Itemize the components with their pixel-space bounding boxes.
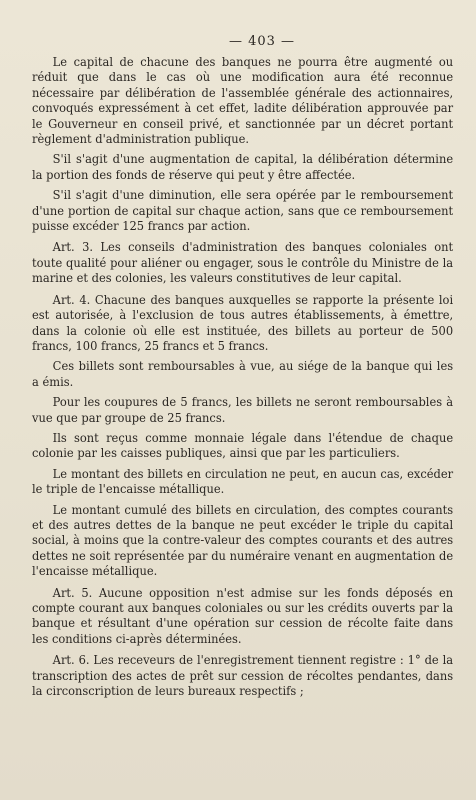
paragraph: Le montant cumulé des billets en circulation, des comptes courants et des autres dettes de la banque ne peut excéder le triple du capital social, à moins que la contre-valeur des comptes courants et des autres dettes ne soit représentée par du numéraire venant en augmentation de l'encaisse métallique. — [32, 502, 454, 579]
paragraph: Ces billets sont remboursables à vue, au siége de la banque qui les a émis. — [32, 359, 454, 389]
body-text — [32, 55, 453, 699]
article-3: Art. 3. Les conseils d'administration des banques coloniales ont toute qualité pour aliéner ou engager, sous le contrôle du Ministre de la marine et des colonies, les valeurs constitutives de leur capital. — [32, 240, 454, 286]
paragraph: Le montant des billets en circulation ne peut, en aucun cas, excéder le triple de l'encaisse métallique. — [32, 466, 454, 497]
paragraph: S'il s'agit d'une augmentation de capital, la délibération détermine la portion des fonds de réserve qui peut y être affectée. — [32, 152, 454, 182]
article-5: Art. 5. Aucune opposition n'est admise sur les fonds déposés en compte courant aux banques coloniales ou sur les crédits ouverts par la banque et résultant d'une opération sur cession de récolte faite dans les conditions ci-après déterminées. — [32, 585, 454, 646]
paragraph: S'il s'agit d'une diminution, elle sera opérée par le remboursement d'une portion de capital sur chaque action, sans que ce remboursement puisse excéder 125 francs par action. — [32, 188, 454, 234]
paragraph: Pour les coupures de 5 francs, les billets ne seront remboursables à vue que par groupe de 25 francs. — [32, 395, 454, 425]
paragraph: Le capital de chacune des banques ne pourra être augmenté ou réduit que dans le cas où une modification aura été reconnue nécessaire par délibération de l'assemblée générale des actionnaires, convoqués expressément à cet effet, ladite délibération approuvée par le Gouverneur en conseil privé, et sanctionnée par un décret portant règlement d'administration publique. — [32, 55, 454, 147]
article-4: Art. 4. Chacune des banques auxquelles se rapporte la présente loi est autorisée, à l'exclusion de tous autres établissements, à émettre, dans la colonie où elle est instituée, des billets au porteur de 500 francs, 100 francs, 25 francs et 5 francs. — [32, 292, 454, 353]
page-number: — 403 — — [228, 34, 296, 49]
paragraph: Ils sont reçus comme monnaie légale dans l'étendue de chaque colonie par les caisses publiques, ainsi que par les particuliers. — [32, 430, 454, 461]
article-6: Art. 6. Les receveurs de l'enregistrement tiennent registre : 1° de la transcription des actes de prêt sur cession de récoltes pendantes, dans la circonscription de leurs bureaux respectifs ; — [32, 653, 454, 699]
